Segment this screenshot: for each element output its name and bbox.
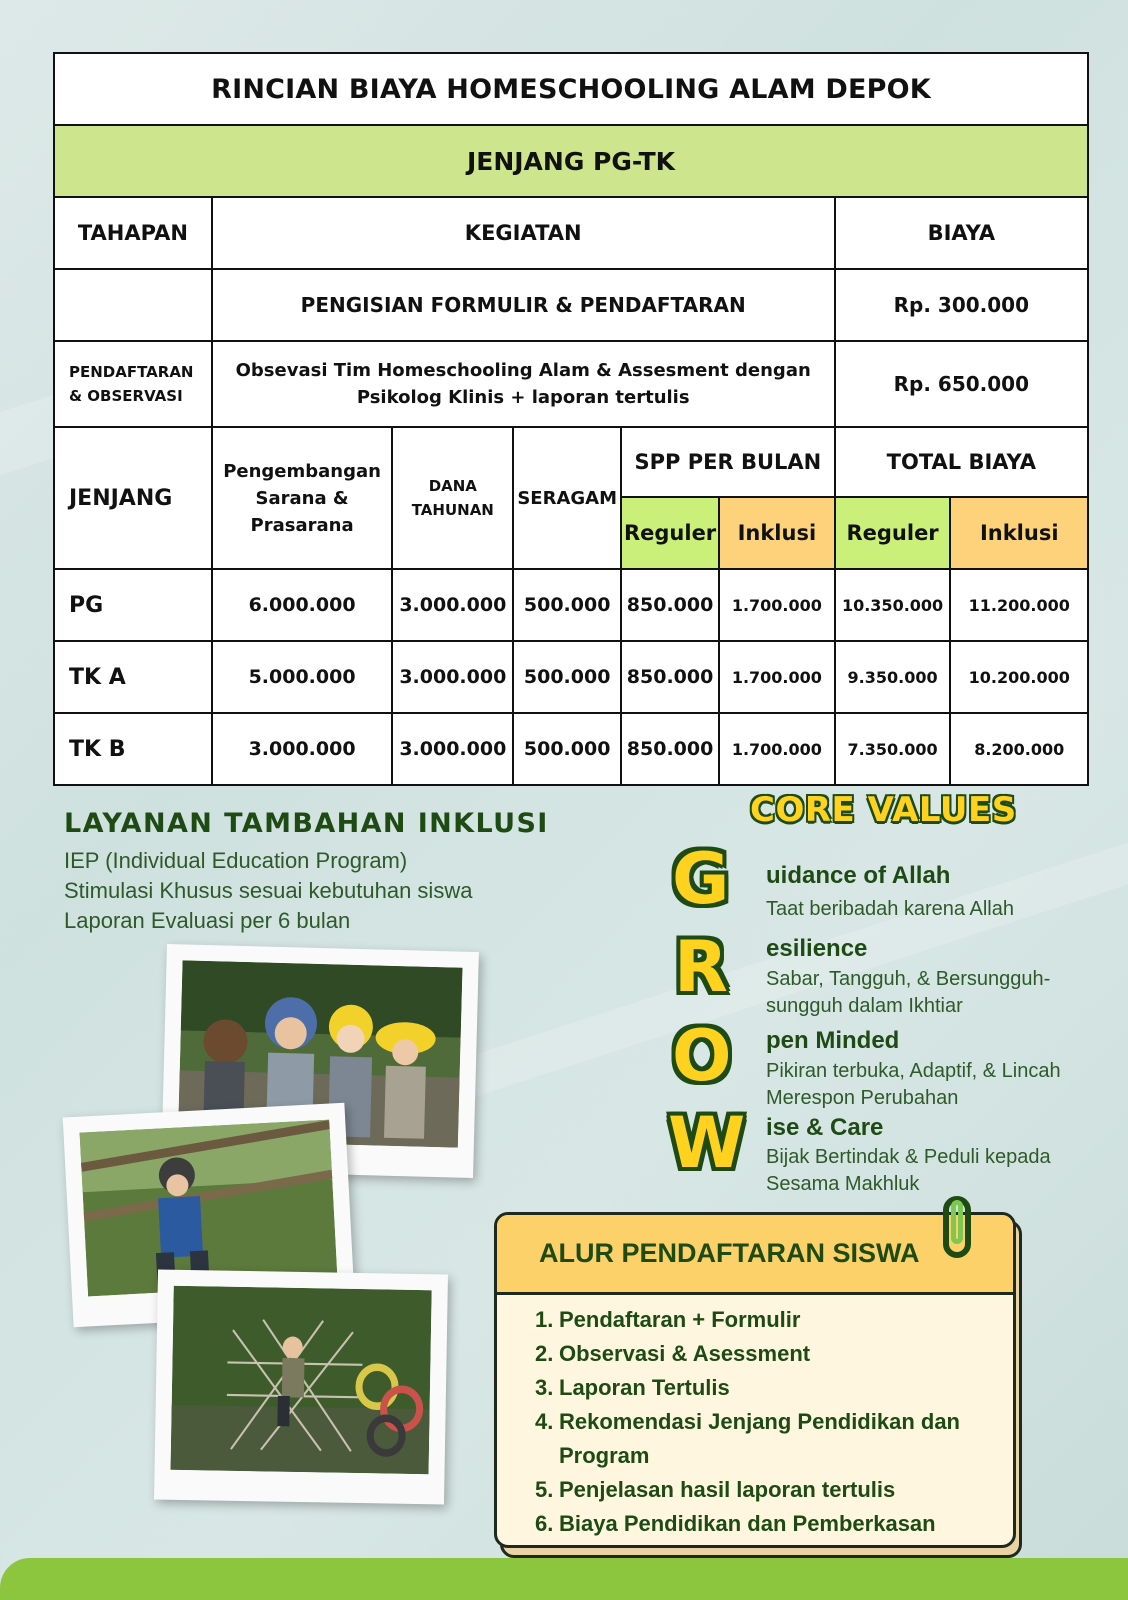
tahapan-line2: & OBSERVASI <box>69 387 183 405</box>
tahapan-empty <box>54 269 212 341</box>
step-text: Penjelasan hasil laporan tertulis <box>559 1477 896 1502</box>
row-seragam: 500.000 <box>513 713 621 785</box>
row-jenjang: TK A <box>54 641 212 713</box>
row-seragam: 500.000 <box>513 569 621 641</box>
layanan-list <box>64 846 472 936</box>
bottom-bar <box>0 1558 1128 1600</box>
row-total-inklusi: 10.200.000 <box>950 641 1088 713</box>
pengembangan-line1: Pengembangan <box>223 460 381 482</box>
table-title: RINCIAN BIAYA HOMESCHOOLING ALAM DEPOK <box>54 53 1088 125</box>
header-seragam: SERAGAM <box>513 427 621 569</box>
alur-card <box>494 1212 1016 1548</box>
pengembangan-line3: Prasarana <box>250 514 354 536</box>
value-desc-open-minded: Pikiran terbuka, Adaptif, & Lincah Merespon Perubahan <box>766 1060 1061 1109</box>
photo-child-climbing-net <box>154 1269 448 1504</box>
header-tahapan: TAHAPAN <box>54 197 212 269</box>
value-desc-guidance: Taat beribadah karena Allah <box>766 898 1014 920</box>
header-jenjang: JENJANG <box>54 427 212 569</box>
list-item: Laporan Evaluasi per 6 bulan <box>64 908 351 933</box>
header-total-reguler: Reguler <box>835 497 951 569</box>
fee-table <box>53 52 1089 786</box>
row-dana: 3.000.000 <box>392 641 513 713</box>
row-seragam: 500.000 <box>513 641 621 713</box>
step-text-continued: Program <box>559 1443 650 1468</box>
value-desc-resilience: Sabar, Tangguh, & Bersungguh-sungguh dalam Ikhtiar <box>766 968 1051 1017</box>
header-total-inklusi: Inklusi <box>950 497 1088 569</box>
header-spp: SPP PER BULAN <box>621 427 835 497</box>
kegiatan-pendaftaran: PENGISIAN FORMULIR & PENDAFTARAN <box>212 269 835 341</box>
step-text: Rekomendasi Jenjang Pendidikan dan <box>559 1409 960 1434</box>
tahapan-pendaftaran-observasi <box>54 341 212 427</box>
row-total-reguler: 9.350.000 <box>835 641 951 713</box>
row-total-inklusi: 8.200.000 <box>950 713 1088 785</box>
step-text: Observasi & Asessment <box>559 1341 811 1366</box>
core-values-title: CORE VALUES <box>750 790 1017 830</box>
grow-letter-g: G <box>672 838 730 920</box>
step-number: 4. <box>535 1409 554 1434</box>
step-number: 2. <box>535 1341 554 1366</box>
header-pengembangan <box>212 427 393 569</box>
header-kegiatan: KEGIATAN <box>212 197 835 269</box>
row-total-reguler: 10.350.000 <box>835 569 951 641</box>
header-total: TOTAL BIAYA <box>835 427 1088 497</box>
step-number: 5. <box>535 1477 554 1502</box>
list-item <box>535 1337 1013 1371</box>
row-dana: 3.000.000 <box>392 569 513 641</box>
header-dana-tahunan <box>392 427 513 569</box>
biaya-pendaftaran: Rp. 300.000 <box>835 269 1088 341</box>
grow-letter-w: W <box>668 1102 746 1184</box>
list-item <box>535 1507 1013 1541</box>
alur-steps <box>497 1295 1013 1541</box>
list-item <box>535 1371 1013 1405</box>
row-dana: 3.000.000 <box>392 713 513 785</box>
step-text: Biaya Pendidikan dan Pemberkasan <box>559 1511 936 1536</box>
row-total-reguler: 7.350.000 <box>835 713 951 785</box>
step-number: 3. <box>535 1375 554 1400</box>
row-jenjang: PG <box>54 569 212 641</box>
row-spp-inklusi: 1.700.000 <box>719 713 835 785</box>
table-row <box>54 713 1088 785</box>
header-spp-reguler: Reguler <box>621 497 719 569</box>
table-row <box>54 641 1088 713</box>
kegiatan-observasi-line2: Psikolog Klinis + laporan tertulis <box>356 387 690 408</box>
list-item <box>535 1405 1013 1473</box>
row-spp-reguler: 850.000 <box>621 569 719 641</box>
list-item: IEP (Individual Education Program) <box>64 848 408 873</box>
list-item <box>535 1303 1013 1337</box>
table-row <box>54 569 1088 641</box>
kegiatan-observasi-line1: Obsevasi Tim Homeschooling Alam & Assesment dengan <box>235 360 811 381</box>
value-title-open-minded: pen Minded <box>766 1027 900 1054</box>
header-spp-inklusi: Inklusi <box>719 497 835 569</box>
row-pengembangan: 3.000.000 <box>212 713 393 785</box>
list-item: Stimulasi Khusus sesuai kebutuhan siswa <box>64 878 473 903</box>
alur-title: ALUR PENDAFTARAN SISWA <box>497 1215 1013 1295</box>
biaya-observasi: Rp. 650.000 <box>835 341 1088 427</box>
list-item <box>535 1473 1013 1507</box>
grow-letter-o: O <box>672 1015 732 1097</box>
step-number: 1. <box>535 1307 554 1332</box>
climbing-net-photo-image <box>171 1286 432 1474</box>
paperclip-inner-icon <box>951 1200 963 1244</box>
row-total-inklusi: 11.200.000 <box>950 569 1088 641</box>
row-pengembangan: 6.000.000 <box>212 569 393 641</box>
value-title-wise-care: ise & Care <box>766 1114 884 1141</box>
row-spp-reguler: 850.000 <box>621 713 719 785</box>
grow-letter-r: R <box>674 926 728 1008</box>
value-desc-wise-care: Bijak Bertindak & Peduli kepada Sesama Makhluk <box>766 1146 1051 1195</box>
level-heading: JENJANG PG-TK <box>54 125 1088 197</box>
row-spp-inklusi: 1.700.000 <box>719 641 835 713</box>
step-text: Pendaftaran + Formulir <box>559 1307 801 1332</box>
pengembangan-line2: Sarana & <box>255 487 349 509</box>
value-title-resilience: esilience <box>766 935 868 962</box>
header-biaya: BIAYA <box>835 197 1088 269</box>
dana-line1: DANA <box>428 477 477 495</box>
row-pengembangan: 5.000.000 <box>212 641 393 713</box>
row-spp-reguler: 850.000 <box>621 641 719 713</box>
step-number: 6. <box>535 1511 554 1536</box>
value-title-guidance: uidance of Allah <box>766 862 951 889</box>
row-jenjang: TK B <box>54 713 212 785</box>
step-text: Laporan Tertulis <box>559 1375 730 1400</box>
layanan-title: LAYANAN TAMBAHAN INKLUSI <box>64 808 549 839</box>
tahapan-line1: PENDAFTARAN <box>69 363 194 381</box>
dana-line2: TAHUNAN <box>411 501 494 519</box>
row-spp-inklusi: 1.700.000 <box>719 569 835 641</box>
kegiatan-observasi <box>212 341 835 427</box>
